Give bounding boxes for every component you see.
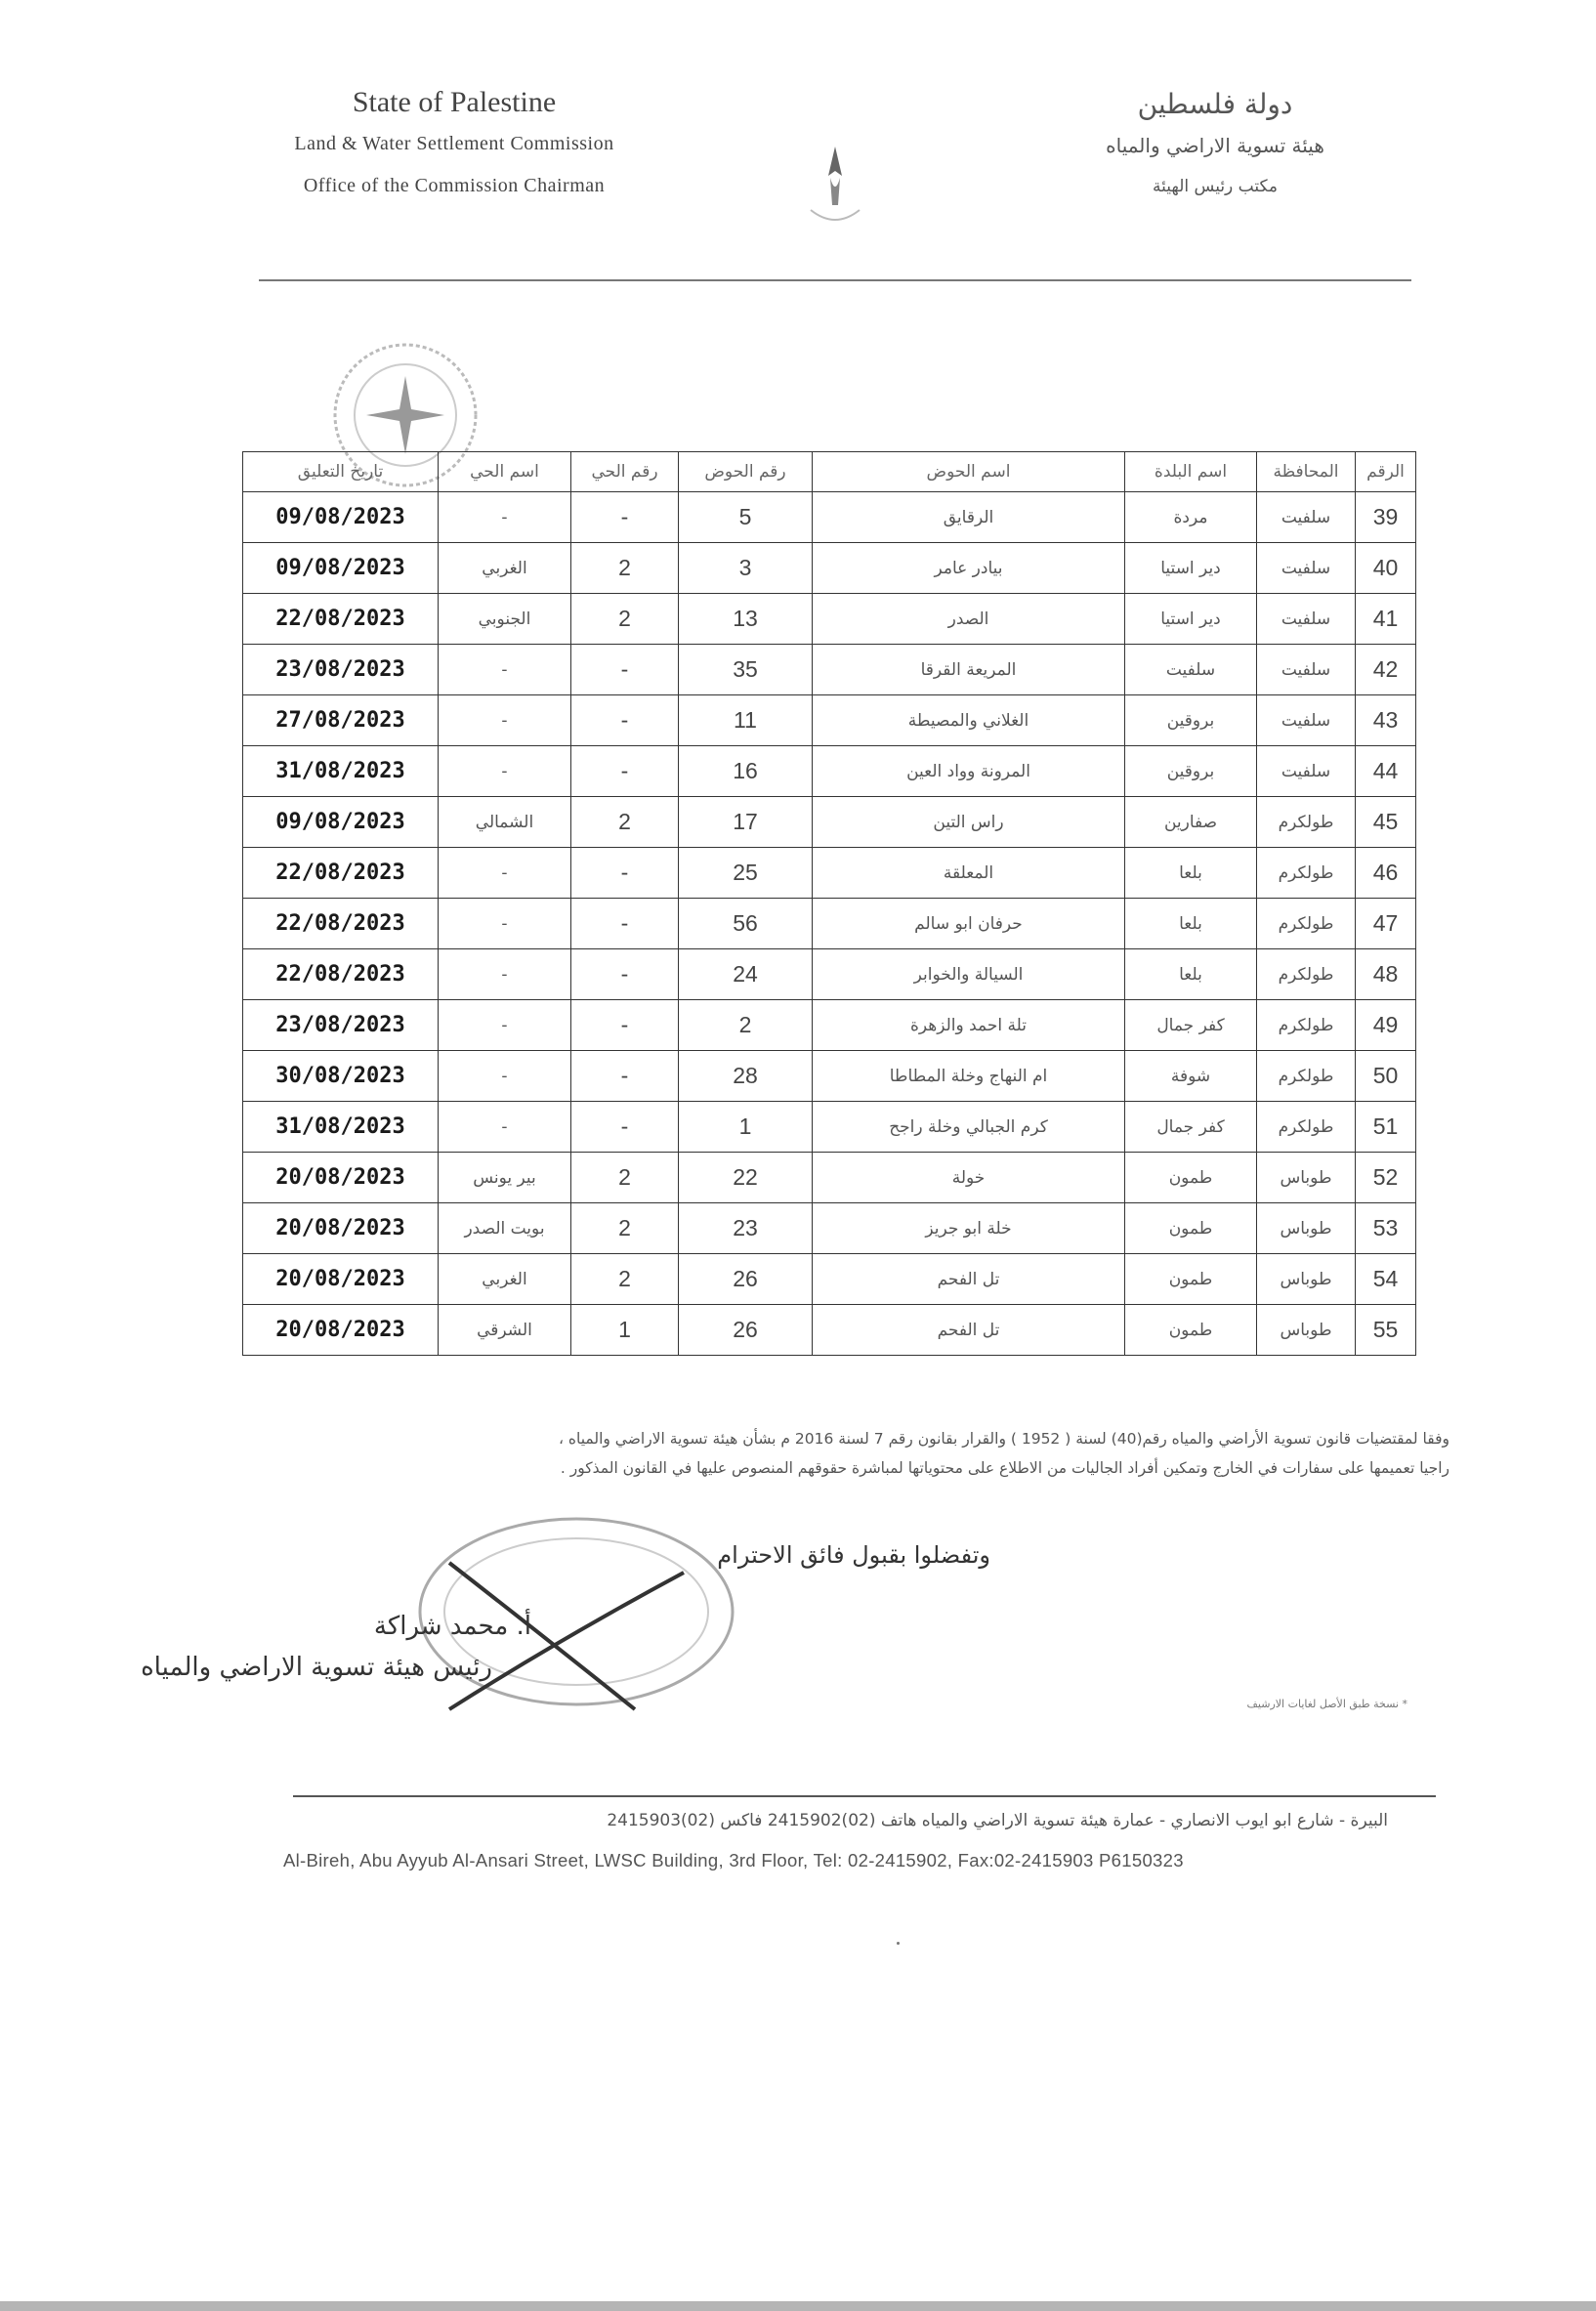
cell-basin-number: 35 bbox=[679, 645, 813, 695]
cell-quarter-number: - bbox=[571, 1000, 679, 1051]
cell-governorate: طوباس bbox=[1257, 1305, 1356, 1356]
table-row bbox=[243, 1153, 1416, 1203]
cell-number: 46 bbox=[1356, 848, 1416, 899]
cell-basin-name: تل الفحم bbox=[813, 1254, 1125, 1305]
cell-basin-number: 11 bbox=[679, 695, 813, 746]
cell-quarter-name: بويت الصدر bbox=[439, 1203, 571, 1254]
cell-posting-date: 20/08/2023 bbox=[243, 1153, 439, 1203]
cell-quarter-number: - bbox=[571, 645, 679, 695]
cell-number: 52 bbox=[1356, 1153, 1416, 1203]
cell-number: 39 bbox=[1356, 492, 1416, 543]
cell-basin-name: ام النهاج وخلة المطاطا bbox=[813, 1051, 1125, 1102]
cell-governorate: طوباس bbox=[1257, 1254, 1356, 1305]
table-row bbox=[243, 492, 1416, 543]
cell-quarter-name: - bbox=[439, 848, 571, 899]
cell-basin-number: 17 bbox=[679, 797, 813, 848]
table-row bbox=[243, 949, 1416, 1000]
paragraph-line: راجيا تعميمها على سفارات في الخارج وتمكين أفراد الجاليات من الاطلاع على محتوياتها لمباشرة حقوقهم المنصوص عليها في القانون المذكور . bbox=[560, 1459, 1449, 1477]
cell-quarter-name: - bbox=[439, 1102, 571, 1153]
col-header-governorate: المحافظة bbox=[1257, 452, 1356, 492]
cell-governorate: طولكرم bbox=[1257, 899, 1356, 949]
cell-posting-date: 20/08/2023 bbox=[243, 1305, 439, 1356]
paragraph-line: وفقا لمقتضيات قانون تسوية الأراضي والمياه رقم(40) لسنة ( 1952 ) والقرار بقانون رقم 7 لسنة 2016 م بشأن هيئة تسوية الاراضي والمياه ، bbox=[558, 1430, 1449, 1448]
cell-posting-date: 23/08/2023 bbox=[243, 645, 439, 695]
cell-basin-name: الصدر bbox=[813, 594, 1125, 645]
table-row bbox=[243, 1203, 1416, 1254]
cell-town: مردة bbox=[1125, 492, 1257, 543]
cell-governorate: طوباس bbox=[1257, 1203, 1356, 1254]
cell-number: 44 bbox=[1356, 746, 1416, 797]
cell-governorate: سلفيت bbox=[1257, 543, 1356, 594]
cell-town: كفر جمال bbox=[1125, 1000, 1257, 1051]
cell-posting-date: 22/08/2023 bbox=[243, 848, 439, 899]
cell-town: شوفة bbox=[1125, 1051, 1257, 1102]
archive-note: * نسخة طبق الأصل لغايات الارشيف bbox=[1246, 1698, 1407, 1710]
table-row bbox=[243, 543, 1416, 594]
cell-basin-number: 1 bbox=[679, 1102, 813, 1153]
cell-basin-number: 26 bbox=[679, 1305, 813, 1356]
cell-basin-number: 28 bbox=[679, 1051, 813, 1102]
cell-posting-date: 27/08/2023 bbox=[243, 695, 439, 746]
cell-basin-name: حرفان ابو سالم bbox=[813, 899, 1125, 949]
cell-quarter-number: 1 bbox=[571, 1305, 679, 1356]
cell-basin-name: خولة bbox=[813, 1153, 1125, 1203]
cell-basin-number: 24 bbox=[679, 949, 813, 1000]
cell-town: بلعا bbox=[1125, 949, 1257, 1000]
footer-address-english: Al-Bireh, Abu Ayyub Al-Ansari Street, LWSC Building, 3rd Floor, Tel: 02-2415902, Fax:02-2415903 P6150323 bbox=[283, 1850, 1184, 1870]
cell-basin-name: الغلاني والمصيطة bbox=[813, 695, 1125, 746]
cell-posting-date: 22/08/2023 bbox=[243, 899, 439, 949]
table-row bbox=[243, 1000, 1416, 1051]
cell-number: 53 bbox=[1356, 1203, 1416, 1254]
cell-quarter-name: الجنوبي bbox=[439, 594, 571, 645]
cell-quarter-name: - bbox=[439, 645, 571, 695]
office-name-en: Office of the Commission Chairman bbox=[303, 175, 606, 196]
cell-governorate: طولكرم bbox=[1257, 848, 1356, 899]
cell-basin-number: 3 bbox=[679, 543, 813, 594]
cell-quarter-name: - bbox=[439, 746, 571, 797]
cell-number: 49 bbox=[1356, 1000, 1416, 1051]
cell-number: 54 bbox=[1356, 1254, 1416, 1305]
cell-governorate: طولكرم bbox=[1257, 1000, 1356, 1051]
cell-basin-number: 22 bbox=[679, 1153, 813, 1203]
table-row bbox=[243, 899, 1416, 949]
legal-paragraph bbox=[92, 1424, 1449, 1483]
cell-governorate: سلفيت bbox=[1257, 695, 1356, 746]
cell-town: طمون bbox=[1125, 1254, 1257, 1305]
cell-number: 41 bbox=[1356, 594, 1416, 645]
cell-town: طمون bbox=[1125, 1153, 1257, 1203]
table-row bbox=[243, 645, 1416, 695]
office-name-ar: مكتب رئيس الهيئة bbox=[1153, 177, 1278, 196]
cell-posting-date: 09/08/2023 bbox=[243, 492, 439, 543]
cell-basin-name: المريعة القرقا bbox=[813, 645, 1125, 695]
cell-number: 45 bbox=[1356, 797, 1416, 848]
cell-governorate: طوباس bbox=[1257, 1153, 1356, 1203]
signatory-title: رئيس هيئة تسوية الاراضي والمياه bbox=[141, 1653, 492, 1682]
cell-town: بروقين bbox=[1125, 695, 1257, 746]
cell-number: 55 bbox=[1356, 1305, 1416, 1356]
col-header-basin-number: رقم الحوض bbox=[679, 452, 813, 492]
cell-town: بروقين bbox=[1125, 746, 1257, 797]
cell-quarter-name: الشرقي bbox=[439, 1305, 571, 1356]
cell-quarter-number: - bbox=[571, 848, 679, 899]
cell-quarter-number: - bbox=[571, 1102, 679, 1153]
table-row bbox=[243, 1051, 1416, 1102]
scan-edge bbox=[0, 2301, 1596, 2311]
cell-governorate: طولكرم bbox=[1257, 1051, 1356, 1102]
table-row bbox=[243, 594, 1416, 645]
cell-basin-name: تل الفحم bbox=[813, 1305, 1125, 1356]
table-row bbox=[243, 848, 1416, 899]
cell-posting-date: 09/08/2023 bbox=[243, 543, 439, 594]
eagle-emblem-icon bbox=[791, 137, 879, 244]
table-row bbox=[243, 746, 1416, 797]
cell-quarter-name: - bbox=[439, 1051, 571, 1102]
cell-basin-number: 5 bbox=[679, 492, 813, 543]
cell-basin-number: 26 bbox=[679, 1254, 813, 1305]
cell-town: كفر جمال bbox=[1125, 1102, 1257, 1153]
cell-quarter-number: 2 bbox=[571, 1153, 679, 1203]
cell-number: 43 bbox=[1356, 695, 1416, 746]
table-row bbox=[243, 1305, 1416, 1356]
table-row bbox=[243, 1102, 1416, 1153]
letterhead-english bbox=[244, 86, 664, 197]
cell-basin-name: الرقايق bbox=[813, 492, 1125, 543]
closing-phrase: وتفضلوا بقبول فائق الاحترام bbox=[717, 1541, 990, 1569]
col-header-town: اسم البلدة bbox=[1125, 452, 1257, 492]
cell-posting-date: 23/08/2023 bbox=[243, 1000, 439, 1051]
cell-number: 48 bbox=[1356, 949, 1416, 1000]
commission-name-en: Land & Water Settlement Commission bbox=[294, 133, 614, 154]
cell-basin-name: المرونة وواد العين bbox=[813, 746, 1125, 797]
cell-town: سلفيت bbox=[1125, 645, 1257, 695]
cell-quarter-name: - bbox=[439, 1000, 571, 1051]
cell-quarter-number: 2 bbox=[571, 594, 679, 645]
table-header-row bbox=[243, 452, 1416, 492]
cell-posting-date: 31/08/2023 bbox=[243, 1102, 439, 1153]
header-divider bbox=[259, 279, 1411, 281]
table-row bbox=[243, 1254, 1416, 1305]
cell-basin-number: 56 bbox=[679, 899, 813, 949]
cell-town: طمون bbox=[1125, 1203, 1257, 1254]
cell-posting-date: 09/08/2023 bbox=[243, 797, 439, 848]
table-row bbox=[243, 695, 1416, 746]
cell-quarter-number: - bbox=[571, 746, 679, 797]
cell-town: دير استيا bbox=[1125, 543, 1257, 594]
cell-basin-name: راس التين bbox=[813, 797, 1125, 848]
letterhead-arabic bbox=[1029, 88, 1401, 196]
col-header-basin-name: اسم الحوض bbox=[813, 452, 1125, 492]
cell-quarter-number: 2 bbox=[571, 797, 679, 848]
cell-number: 42 bbox=[1356, 645, 1416, 695]
cell-governorate: سلفيت bbox=[1257, 492, 1356, 543]
cell-basin-number: 13 bbox=[679, 594, 813, 645]
cell-quarter-name: - bbox=[439, 492, 571, 543]
state-name-en: State of Palestine bbox=[352, 86, 557, 118]
cell-number: 47 bbox=[1356, 899, 1416, 949]
cell-posting-date: 20/08/2023 bbox=[243, 1203, 439, 1254]
cell-quarter-number: 2 bbox=[571, 1254, 679, 1305]
table-row bbox=[243, 797, 1416, 848]
cell-basin-name: كرم الجبالي وخلة راجح bbox=[813, 1102, 1125, 1153]
cell-basin-name: السيالة والخوابر bbox=[813, 949, 1125, 1000]
cell-quarter-name: - bbox=[439, 899, 571, 949]
cell-posting-date: 22/08/2023 bbox=[243, 594, 439, 645]
cell-quarter-name: - bbox=[439, 695, 571, 746]
footer-divider bbox=[293, 1795, 1436, 1797]
cell-basin-number: 25 bbox=[679, 848, 813, 899]
cell-town: صفارين bbox=[1125, 797, 1257, 848]
cell-quarter-number: 2 bbox=[571, 543, 679, 594]
commission-name-ar: هيئة تسوية الاراضي والمياه bbox=[1106, 134, 1324, 157]
col-header-quarter-name: اسم الحي bbox=[439, 452, 571, 492]
cell-quarter-number: - bbox=[571, 695, 679, 746]
footer-address-arabic: البيرة - شارع ابو ايوب الانصاري - عمارة هيئة تسوية الاراضي والمياه هاتف (02)2415902 فاكس (02)2415903 bbox=[607, 1811, 1388, 1830]
cell-governorate: طولكرم bbox=[1257, 797, 1356, 848]
cell-basin-number: 2 bbox=[679, 1000, 813, 1051]
cell-number: 40 bbox=[1356, 543, 1416, 594]
cell-quarter-number: - bbox=[571, 1051, 679, 1102]
cell-governorate: سلفيت bbox=[1257, 746, 1356, 797]
cell-posting-date: 30/08/2023 bbox=[243, 1051, 439, 1102]
cell-basin-name: خلة ابو جريز bbox=[813, 1203, 1125, 1254]
cell-governorate: سلفيت bbox=[1257, 645, 1356, 695]
cell-governorate: سلفيت bbox=[1257, 594, 1356, 645]
cell-basin-name: المعلقة bbox=[813, 848, 1125, 899]
cell-quarter-name: بير يونس bbox=[439, 1153, 571, 1203]
cell-number: 50 bbox=[1356, 1051, 1416, 1102]
cell-town: بلعا bbox=[1125, 848, 1257, 899]
cell-town: بلعا bbox=[1125, 899, 1257, 949]
cell-posting-date: 31/08/2023 bbox=[243, 746, 439, 797]
signatory-name: أ. محمد شراكة bbox=[373, 1612, 531, 1641]
cell-town: طمون bbox=[1125, 1305, 1257, 1356]
cell-quarter-number: 2 bbox=[571, 1203, 679, 1254]
cell-quarter-number: - bbox=[571, 492, 679, 543]
col-header-posting-date: تاريخ التعليق bbox=[243, 452, 439, 492]
scan-speck bbox=[897, 1942, 900, 1945]
col-header-quarter-number: رقم الحي bbox=[571, 452, 679, 492]
cell-quarter-number: - bbox=[571, 899, 679, 949]
col-header-number: الرقم bbox=[1356, 452, 1416, 492]
cell-town: دير استيا bbox=[1125, 594, 1257, 645]
cell-posting-date: 20/08/2023 bbox=[243, 1254, 439, 1305]
cell-quarter-name: الغربي bbox=[439, 1254, 571, 1305]
cell-governorate: طولكرم bbox=[1257, 1102, 1356, 1153]
cell-governorate: طولكرم bbox=[1257, 949, 1356, 1000]
cell-quarter-name: الغربي bbox=[439, 543, 571, 594]
cell-quarter-name: الشمالي bbox=[439, 797, 571, 848]
cell-quarter-number: - bbox=[571, 949, 679, 1000]
cell-basin-name: تلة احمد والزهرة bbox=[813, 1000, 1125, 1051]
cell-basin-number: 16 bbox=[679, 746, 813, 797]
cell-posting-date: 22/08/2023 bbox=[243, 949, 439, 1000]
state-name-ar: دولة فلسطين bbox=[1137, 88, 1293, 120]
cell-basin-number: 23 bbox=[679, 1203, 813, 1254]
cell-basin-name: بيادر عامر bbox=[813, 543, 1125, 594]
cell-quarter-name: - bbox=[439, 949, 571, 1000]
basins-table bbox=[242, 451, 1416, 1356]
cell-number: 51 bbox=[1356, 1102, 1416, 1153]
